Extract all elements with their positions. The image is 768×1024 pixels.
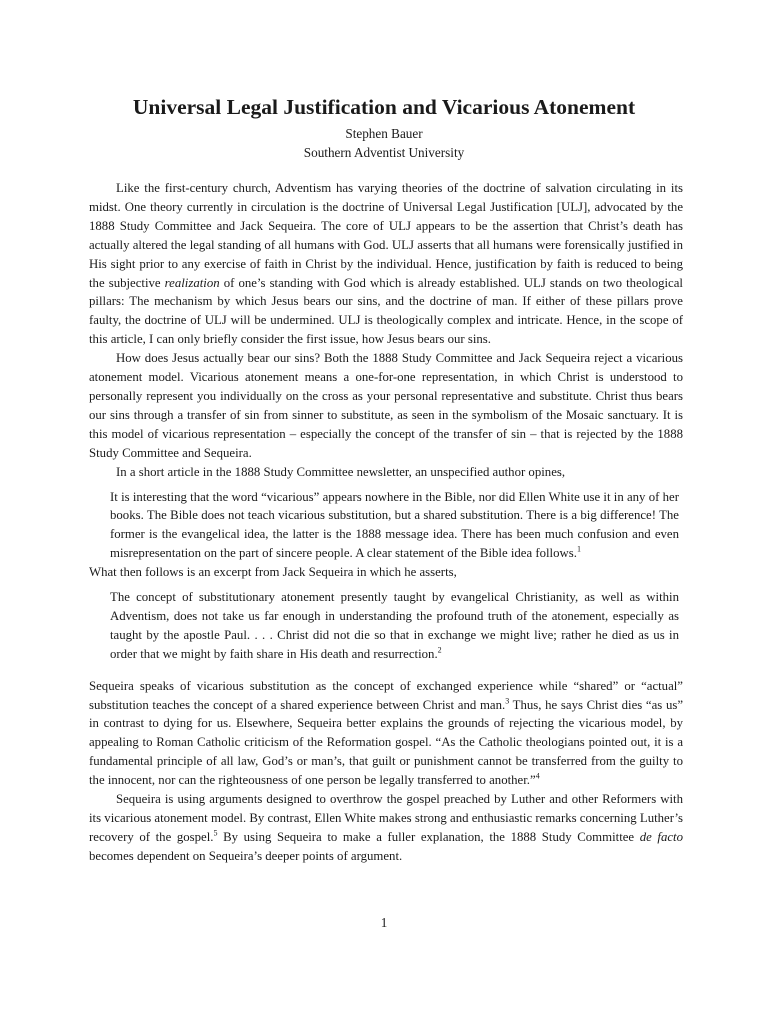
bridge-sentence: What then follows is an excerpt from Jack Sequeira in which he asserts, bbox=[89, 565, 457, 580]
paragraph-2: How does Jesus actually bear our sins? Both the 1888 Study Committee and Jack Sequeira reject a vicarious atonement model. Vicarious atonement means a one-for-one representation, in which Christ is understood to personally represent you individually on the cross as your personal representative and substitute. Christ thus bears our sins through a transfer of sin from sinner to substitute, as seen in the symbolism of the Mosaic sanctuary. It is this model of vicarious representation – especially the concept of the transfer of sin – that is rejected by the 1888 Study Committee and Sequeira. bbox=[89, 351, 683, 460]
author-name: Stephen Bauer bbox=[345, 126, 423, 141]
author-affiliation: Southern Adventist University bbox=[303, 145, 465, 160]
footnote-marker-1: 1 bbox=[576, 544, 581, 554]
paragraph-1: Like the first-century church, Adventism has varying theories of the doctrine of salvation circulating in its midst. One theory currently in circulation is the doctrine of Universal Legal Justification [ULJ], advocated by the 1888 Study Committee and Jack Sequeira. The core of ULJ appears to be the assertion that Christ’s death has actually altered the legal standing of all humans with God. ULJ asserts that all humans were forensically justified in His sight prior to any exercise of faith in Christ by the individual. Hence, justification by faith is reduced to being the subjective realization of one’s standing with God which is already established. ULJ stands on two theological pillars: The mechanism by which Jesus bears our sins, and the doctrine of man. If either of these pillars prove faulty, the doctrine of ULJ will be undermined. ULJ is theologically complex and intricate. Hence, in the scope of this article, I can only briefly consider the first issue, how Jesus bears our sins. bbox=[89, 181, 683, 347]
footnote-marker-4: 4 bbox=[535, 771, 540, 781]
document-title: Universal Legal Justification and Vicarious Atonement bbox=[132, 95, 636, 119]
page-number: 1 bbox=[380, 915, 388, 930]
paragraph-5: Sequeira is using arguments designed to overthrow the gospel preached by Luther and other Reformers with its vicarious atonement model. By contrast, Ellen White makes strong and enthusiastic remarks concerning Luther’s recovery of the gospel.$^5$ By using Sequeira to make a fuller explanation, the 1888 Study Committee de facto becomes dependent on Sequeira’s deeper points of argument. bbox=[89, 792, 683, 863]
block-quote-1: It is interesting that the word “vicarious” appears nowhere in the Bible, nor did Ellen White use it in any of her books. The Bible does not teach vicarious substitution, but a shared substitution. There is a big difference! The former is the evangelical idea, the latter is the 1888 message idea. There has been much confusion and even misrepresentation on the part of sincere people. A clear statement of the Bible idea follows.$^1$ bbox=[110, 489, 679, 561]
block-quote-2: The concept of substitutionary atonement presently taught by evangelical Christianity, as well as within Adventism, does not take us far enough in understanding the profound truth of the atonement, especially as taught by the apostle Paul. . . . Christ did not die so that in exchange we might live; rather he died as us in order that we might by faith share in His death and resurrection.$^2$ bbox=[110, 590, 679, 661]
footnote-marker-5: 5 bbox=[213, 828, 218, 838]
article-body bbox=[89, 179, 683, 866]
paragraph-3: In a short article in the 1888 Study Committee newsletter, an unspecified author opines, bbox=[116, 464, 566, 479]
paragraph-4: Sequeira speaks of vicarious substitution as the concept of exchanged experience while “shared” or “actual” substitution teaches the concept of a shared experience between Christ and man.$^3$ Thus, he says Christ dies “as us” in contrast to dying for us. Elsewhere, Sequeira better explains the grounds of rejecting the vicarious model, by appealing to Roman Catholic criticism of the Reformation gospel. “As the Catholic theologians pointed out, it is a fundamental principle of all law, God’s or man’s, that guilt or punishment cannot be transferred from the guilty to the innocent, nor can the righteousness of one person be legally transferred to another.”$^4$ bbox=[89, 678, 684, 788]
footnote-marker-2: 2 bbox=[437, 645, 442, 655]
footnote-marker-3: 3 bbox=[505, 696, 510, 706]
